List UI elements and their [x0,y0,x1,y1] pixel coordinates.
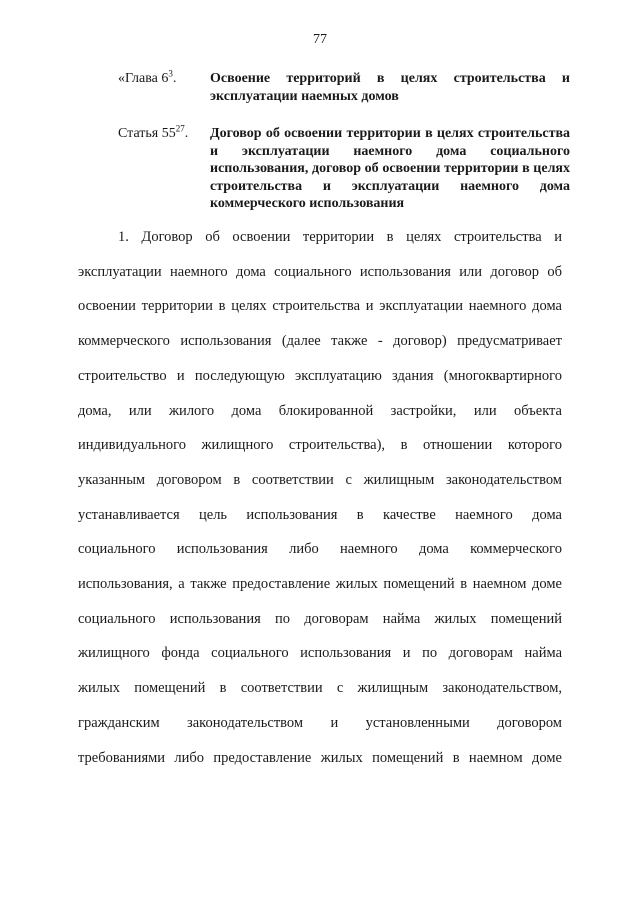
body-line: требованиями либо предоставление жилых помещений в наемном доме [78,749,562,766]
body-line: коммерческого использования (далее также - договор) предусматривает [78,333,562,350]
chapter-heading [118,70,570,105]
chapter-label: «Глава $6^3$. [118,68,177,86]
body-line: 1. Договор об освоении территории в целях строительства и [118,229,562,245]
body-line: устанавливается цель использования в качестве наемного дома [78,506,562,523]
article-label: Статья $55^{27}$. [118,123,189,141]
body-line: освоении территории в целях строительства и эксплуатации наемного дома [78,298,562,315]
body-line: указанным договором в соответствии с жилищным законодательством [78,471,562,488]
body-line: жилых помещений в соответствии с жилищным законодательством, [78,680,562,697]
body-line: социального использования по договорам найма жилых помещений [78,610,562,627]
body-line: эксплуатации наемного дома социального использования или договор об [78,263,562,280]
chapter-title: Освоение территорий в целях строительства и эксплуатации наемных домов [210,71,570,104]
article-title: Договор об освоении территории в целях строительства и эксплуатации наемного дома социального использования, договор об освоении территории в целях строительства и эксплуатации наемного дома коммерческого использования [210,126,570,211]
body-line: социального использования либо наемного дома коммерческого [78,541,562,558]
body-line: гражданским законодательством и установленными договором [78,714,562,731]
article-heading [118,125,570,213]
body-line: дома, или жилого дома блокированной застройки, или объекта [78,402,562,419]
body-line: индивидуального жилищного строительства), в отношении которого [78,437,562,454]
body-line: строительство и последующую эксплуатацию здания (многоквартирного [78,367,562,384]
body-line: использования, а также предоставление жилых помещений в наемном доме [78,576,562,592]
page-number: 77 [313,32,327,47]
body-line: жилищного фонда социального использования и по договорам найма [78,645,562,662]
